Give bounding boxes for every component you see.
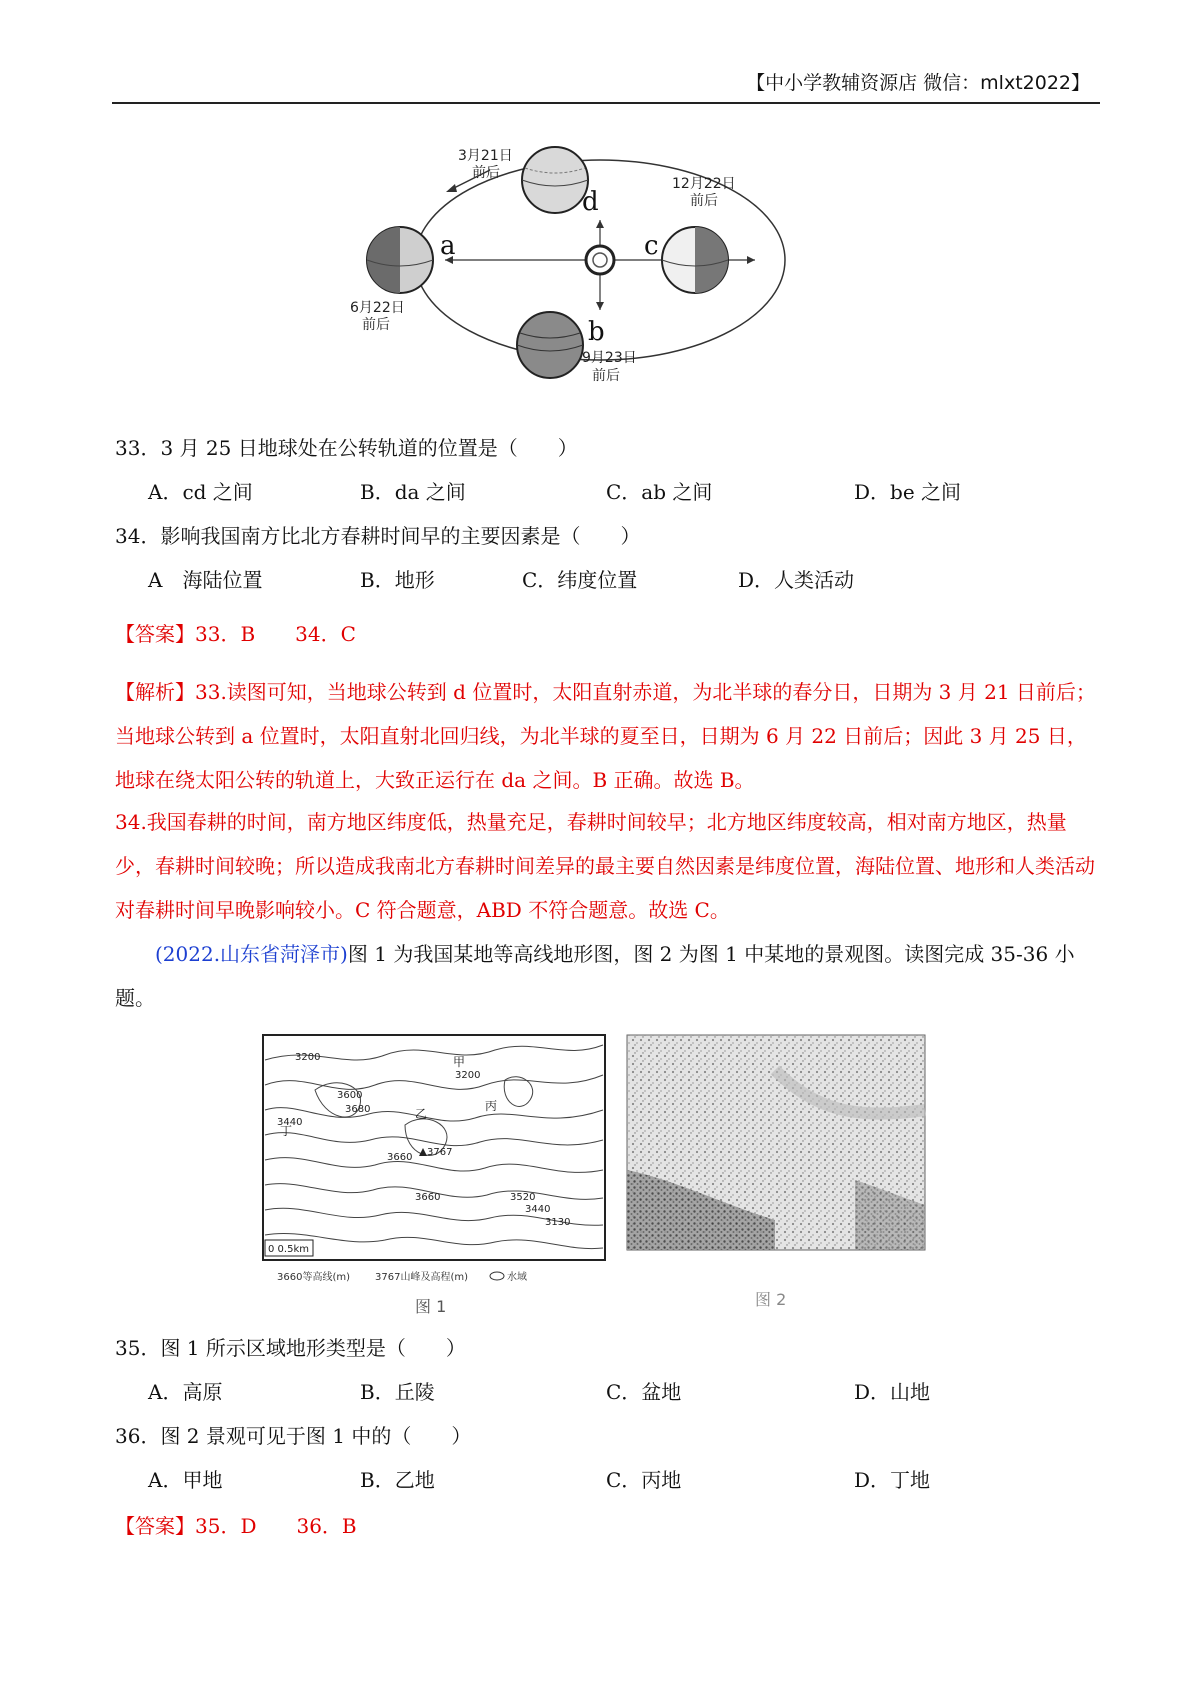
q35-option-c: C．盆地 <box>606 1380 682 1404</box>
contour-label-3680: 3680 <box>345 1104 371 1115</box>
landscape-photo <box>627 1035 925 1250</box>
contour-label-3440b: 3440 <box>525 1204 551 1215</box>
label-letter-d: d <box>582 187 599 217</box>
contour-label-3520: 3520 <box>510 1192 536 1203</box>
intro-35-36 <box>115 932 1100 1020</box>
answer-33-34: 【答案】33．B 34．C <box>115 622 356 646</box>
q36-option-b: B．乙地 <box>360 1468 435 1492</box>
page-header: 【中小学教辅资源店 微信：mlxt2022】 <box>746 72 1090 94</box>
peak-label: 3767 <box>427 1147 453 1158</box>
intro-source: (2022.山东省菏泽市) <box>155 942 348 966</box>
label-mar21-sub: 前后 <box>472 165 500 181</box>
place-bing: 丙 <box>485 1099 498 1113</box>
label-sep23-sub: 前后 <box>592 368 620 384</box>
q35-option-d: D．山地 <box>854 1380 931 1404</box>
legend-contour: 3660等高线(m) <box>277 1272 350 1283</box>
earth-b-icon <box>517 312 583 378</box>
answer-35-36: 【答案】35．D 36．B <box>115 1514 357 1538</box>
q33-option-a: A．cd 之间 <box>148 480 253 504</box>
earth-d-icon <box>522 147 588 213</box>
contour-label-3600: 3600 <box>337 1090 363 1101</box>
label-letter-c: c <box>644 231 659 261</box>
water-legend-icon <box>490 1272 504 1280</box>
q36-option-a: A．甲地 <box>148 1468 223 1492</box>
label-letter-a: a <box>440 231 456 261</box>
q33-option-d: D．be 之间 <box>854 480 962 504</box>
legend-water: 水域 <box>507 1272 527 1283</box>
earth-c-icon <box>662 227 728 293</box>
legend-peak: 3767山峰及高程(m) <box>375 1272 468 1283</box>
q36-stem: 36．图 2 景观可见于图 1 中的（ ） <box>115 1424 472 1448</box>
contour-label-3440: 3440 <box>277 1117 303 1128</box>
q34-stem: 34．影响我国南方比北方春耕时间早的主要因素是（ ） <box>115 524 641 548</box>
scale-label: 0 0.5km <box>268 1244 309 1255</box>
label-letter-b: b <box>588 317 605 347</box>
contour-label-3130: 3130 <box>545 1217 571 1228</box>
q34-option-d: D．人类活动 <box>738 568 855 592</box>
place-jia: 甲 <box>453 1055 466 1069</box>
contour-label-3200b: 3200 <box>455 1070 481 1081</box>
q34-option-a: A 海陆位置 <box>148 568 263 592</box>
label-jun22-sub: 前后 <box>362 317 390 333</box>
q33-option-b: B．da 之间 <box>360 480 466 504</box>
contour-label-3200: 3200 <box>295 1052 321 1063</box>
q33-stem: 33．3 月 25 日地球处在公转轨道的位置是（ ） <box>115 436 578 460</box>
q34-option-c: C．纬度位置 <box>522 568 638 592</box>
contour-label-3660b: 3660 <box>415 1192 441 1203</box>
label-sep23: 9月23日 <box>582 350 637 366</box>
label-jun22: 6月22日 <box>350 300 405 316</box>
earth-orbit-figure <box>350 140 860 425</box>
contour-map-figure <box>255 1030 945 1320</box>
label-dec22-sub: 前后 <box>690 193 718 209</box>
q35-option-b: B．丘陵 <box>360 1380 435 1404</box>
place-yi: 乙 <box>415 1107 428 1121</box>
q36-option-c: C．丙地 <box>606 1468 682 1492</box>
q33-option-c: C．ab 之间 <box>606 480 713 504</box>
label-dec22: 12月22日 <box>672 176 736 192</box>
q35-stem: 35．图 1 所示区域地形类型是（ ） <box>115 1336 466 1360</box>
caption-figure-2: 图 2 <box>755 1290 787 1309</box>
q34-option-b: B．地形 <box>360 568 435 592</box>
earth-a-icon <box>367 227 433 293</box>
label-mar21: 3月21日 <box>458 148 513 164</box>
q35-option-a: A．高原 <box>148 1380 223 1404</box>
intro-text: 图 1 为我国某地等高线地形图，图 2 为图 1 中某地的景观图。读图完成 35-36 小题。 <box>115 942 1075 1010</box>
caption-figure-1: 图 1 <box>415 1297 447 1316</box>
analysis-33: 【解析】33.读图可知，当地球公转到 d 位置时，太阳直射赤道，为北半球的春分日，日期为 3 月 21 日前后；当地球公转到 a 位置时，太阳直射北回归线，为北半球的夏至日，日期为 6 月 22 日前后；因此 3 月 25 日，地球在绕太阳公转的轨道上，大致正运行在 da 之间。B 正确。故选 B。 <box>115 680 1096 792</box>
analysis-34: 34.我国春耕的时间，南方地区纬度低，热量充足，春耕时间较早；北方地区纬度较高，相对南方地区，热量少，春耕时间较晚；所以造成我南北方春耕时间差异的最主要自然因素是纬度位置，海陆位置、地形和人类活动对春耕时间早晚影响较小。C 符合题意，ABD 不符合题意。故选 C。 <box>115 810 1095 922</box>
place-ding: 丁 <box>280 1124 293 1138</box>
header-rule <box>112 102 1100 104</box>
q36-option-d: D．丁地 <box>854 1468 931 1492</box>
contour-label-3660: 3660 <box>387 1152 413 1163</box>
